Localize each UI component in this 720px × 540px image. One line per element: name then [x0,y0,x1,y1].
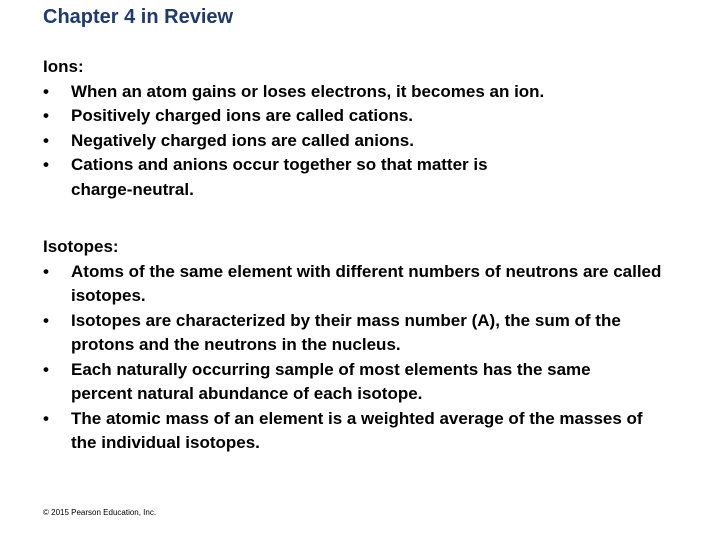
bullet-icon: • [43,408,49,428]
bullet-icon: • [43,130,49,150]
slide-title: Chapter 4 in Review [43,6,234,28]
list-item [43,309,661,358]
list-item [43,104,671,129]
bullet-icon: • [43,81,49,101]
list-item [43,129,671,154]
bullet-text: When an atom gains or loses electrons, it becomes an ion. [71,81,545,101]
ions-section [43,55,671,202]
list-item [43,358,656,407]
ions-bullet-list [43,80,671,203]
bullet-icon: • [43,359,49,379]
bullet-text: Cations and anions occur together so that matter is charge-neutral. [71,155,488,199]
list-item [43,407,671,456]
ions-heading: Ions: [43,57,84,76]
bullet-icon: • [43,106,49,125]
isotopes-bullet-list [43,260,671,456]
list-item [43,153,541,202]
bullet-text: Negatively charged ions are called anions. [71,130,414,150]
bullet-icon: • [43,310,49,330]
bullet-text: Positively charged ions are called cations. [71,106,414,125]
copyright-footer: © 2015 Pearson Education, Inc. [43,508,157,517]
list-item [43,260,671,309]
isotopes-heading: Isotopes: [43,237,119,256]
bullet-icon: • [43,155,49,174]
bullet-text: Atoms of the same element with different numbers of neutrons are called isotopes. [71,261,662,305]
list-item [43,80,671,105]
bullet-text: Each naturally occurring sample of most elements has the same percent natural abundance of each isotope. [71,359,591,403]
bullet-icon: • [43,261,49,281]
bullet-text: The atomic mass of an element is a weighted average of the masses of the individual isotopes. [71,408,643,452]
bullet-text: Isotopes are characterized by their mass number (A), the sum of the protons and the neutrons in the nucleus. [71,310,621,354]
isotopes-section [43,235,671,456]
